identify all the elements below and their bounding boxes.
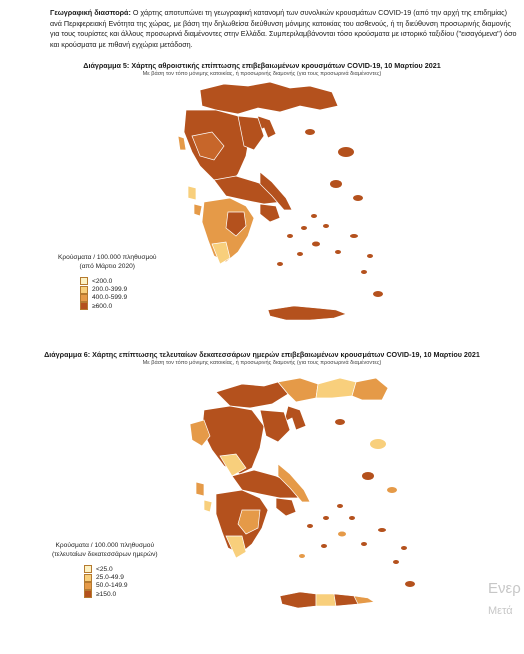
figure5-legend-subtitle: (από Μάρτιο 2020) <box>79 262 135 270</box>
intro-heading: Γεωγραφική διασπορά: <box>50 8 131 17</box>
legend5-label: ≥600.0 <box>92 302 113 310</box>
legend6-item <box>84 565 158 573</box>
figure6-title: Διάγραμμα 6: Χάρτης επίπτωσης τελευταίων δεκατεσσάρων ημερών επιβεβαιωμένων κρουσμάτων COVID-19, 10 Μαρτίου 2021 <box>44 350 480 359</box>
swatch <box>84 582 92 590</box>
figure6-subtitle: Με βάση τον τόπο μόνιμης κατοικίας, ή προσωρινής διαμονής (για τους προσωρινά διαμένοντες) <box>142 360 382 366</box>
legend5-label: 200.0-399.9 <box>92 286 128 294</box>
legend6-label: <25.0 <box>96 565 113 573</box>
mainland-shape <box>178 82 338 264</box>
legend6-label: ≥150.0 <box>96 590 117 598</box>
crete <box>280 592 374 608</box>
legend6-item <box>84 582 158 590</box>
legend5-item <box>80 294 157 302</box>
overlay-line1: Ενερ <box>488 580 521 597</box>
islands <box>277 129 383 297</box>
swatch <box>80 286 88 294</box>
swatch <box>80 277 88 285</box>
legend5-item <box>80 302 157 310</box>
legend5-item <box>80 285 157 293</box>
figure6-legend-title: Κρούσματα / 100.000 πληθυσμού <box>55 542 155 549</box>
legend6-label: 50.0-149.9 <box>96 582 128 590</box>
intro-text: Ο χάρτης αποτυπώνει τη γεωγραφική κατανομή των συνολικών κρουσμάτων COVID-19 (από την αρχή της επιδημίας) ανά Περιφερειακή Ενότητα της χώρας, με βάση την δηλωθείσα διεύθυνση μόνιμης κατοικίας του ασθενούς, ή τη διεύθυνση προσωρινής διαμονής για τους τουρίστες και άλλους προσωρινά διαμένοντες στην Ελλάδα. Συμπεριλαμβάνονται τόσο κρούσματα με ιστορικό ταξιδίου ("εισαγόμενα") όσο και κρούσματα με πιθανή εγχώρια μετάδοση. <box>50 8 517 49</box>
figure5-legend <box>58 254 157 311</box>
figure5-map <box>140 76 390 336</box>
legend6-item <box>84 590 158 598</box>
intro-paragraph <box>50 8 520 50</box>
figure6-legend-subtitle: (τελευταίων δεκατεσσάρων ημερών) <box>52 550 158 558</box>
swatch <box>84 574 92 582</box>
swatch <box>84 590 92 598</box>
legend5-label: <200.0 <box>92 277 113 285</box>
figure6-legend <box>52 542 158 599</box>
legend5-item <box>80 277 157 285</box>
crete <box>268 306 346 320</box>
figure5-subtitle: Με βάση τον τόπο μόνιμης κατοικίας, ή προσωρινής διαμονής (για τους προσωρινά διαμένοντες) <box>142 71 382 77</box>
legend6-label: 25.0-49.9 <box>96 574 124 582</box>
figure5-legend-title: Κρούσματα / 100.000 πληθυσμού <box>58 254 157 261</box>
legend6-item <box>84 573 158 581</box>
watermark-overlay <box>488 578 521 622</box>
legend5-label: 400.0-599.9 <box>92 294 128 302</box>
figure5-title: Διάγραμμα 5: Χάρτης αθροιστικής επίπτωσης επιβεβαιωμένων κρουσμάτων COVID-19, 10 Μαρτίου 2021 <box>83 61 441 70</box>
islands <box>299 419 415 587</box>
swatch <box>84 565 92 573</box>
figure6-map <box>160 370 440 620</box>
swatch <box>80 294 88 302</box>
overlay-line2: Μετά <box>488 605 513 617</box>
swatch <box>80 302 88 310</box>
